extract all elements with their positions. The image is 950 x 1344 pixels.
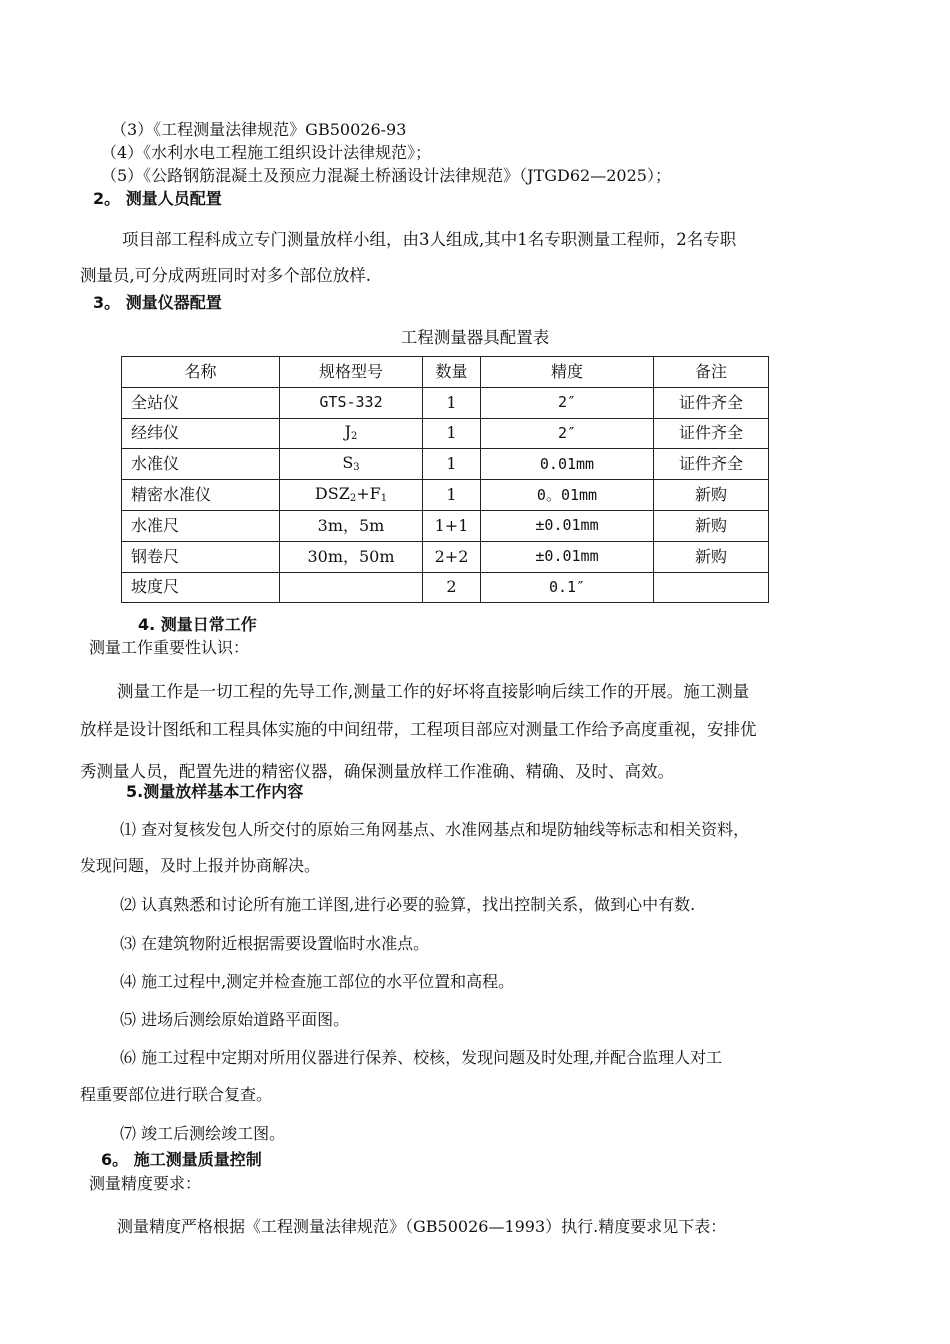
cell-qty: 2+2 [423,541,481,572]
work-item-5: ⑸ 进场后测绘原始道路平面图。 [120,1010,350,1029]
cell-note: 新购 [654,480,769,511]
section-2-paragraph-line-1: 项目部工程科成立专门测量放样小组，由3人组成,其中1名专职测量工程师，2名专职 [122,230,737,249]
cell-precision: ±0.01mm [481,510,654,541]
cell-spec: 30m，50m [280,541,423,572]
cell-spec [280,418,423,449]
spec-subscript: 3 [353,462,360,474]
cell-name: 经纬仪 [122,418,280,449]
cell-note: 证件齐全 [654,387,769,418]
cell-spec [280,449,423,480]
spec-main: +F [356,484,381,504]
work-item-1-line-2: 发现问题，及时上报并协商解决。 [80,856,321,875]
cell-qty: 1 [423,480,481,511]
section-6-paragraph: 测量精度严格根据《工程测量法律规范》（GB50026—1993）执行.精度要求见下表： [117,1217,727,1236]
cell-precision: 2″ [481,418,654,449]
cell-name: 坡度尺 [122,572,280,603]
table-row [122,510,769,541]
cell-note: 证件齐全 [654,418,769,449]
section-4-paragraph-line-3: 秀测量人员，配置先进的精密仪器，确保测量放样工作准确、精确、及时、高效。 [80,762,674,781]
table-row [122,418,769,449]
cell-precision: ±0.01mm [481,541,654,572]
cell-precision: 0.01mm [481,449,654,480]
reference-3: （3）《工程测量法律规范》GB50026-93 [111,120,407,139]
table-title: 工程测量器具配置表 [400,328,550,347]
reference-4: （4）《水利水电工程施工组织设计法律规范》； [101,143,432,162]
cell-precision: 2″ [481,387,654,418]
section-4-subheading: 测量工作重要性认识： [89,638,250,657]
equipment-table [121,356,769,603]
cell-spec [280,480,423,511]
section-6-subheading: 测量精度要求： [89,1174,202,1193]
cell-qty: 1+1 [423,510,481,541]
cell-note: 新购 [654,510,769,541]
work-item-2: ⑵ 认真熟悉和讨论所有施工详图,进行必要的验算，找出控制关系，做到心中有数. [120,895,696,914]
work-item-7: ⑺ 竣工后测绘竣工图。 [120,1124,286,1143]
cell-qty: 1 [423,387,481,418]
section-5-heading: 5.测量放样基本工作内容 [126,782,304,801]
reference-5: （5）《公路钢筋混凝土及预应力混凝土桥涵设计法律规范》（JTGD62—2025）； [101,166,671,185]
spec-main: DSZ [314,484,350,504]
spec-main: J [344,422,352,442]
cell-name: 精密水准仪 [122,480,280,511]
cell-precision: 0.1″ [481,572,654,603]
section-3-heading: 3。 测量仪器配置 [93,293,222,312]
cell-spec: GTS-332 [280,387,423,418]
cell-note: 证件齐全 [654,449,769,480]
cell-qty: 1 [423,418,481,449]
cell-qty: 2 [423,572,481,603]
work-item-6-line-2: 程重要部位进行联合复查。 [80,1085,273,1104]
cell-name: 水准仪 [122,449,280,480]
spec-main: S [342,453,354,473]
header-name: 名称 [122,357,280,388]
table-header-row [122,357,769,388]
cell-precision: 0。01mm [481,480,654,511]
section-6-heading: 6。 施工测量质量控制 [101,1150,262,1169]
work-item-1-line-1: ⑴ 查对复核发包人所交付的原始三角网基点、水准网基点和堤防轴线等标志和相关资料， [120,820,750,839]
work-item-4: ⑷ 施工过程中,测定并检查施工部位的水平位置和高程。 [120,972,515,991]
cell-note [654,572,769,603]
spec-subscript: 2 [349,493,357,505]
table-row [122,480,769,511]
header-qty: 数量 [423,357,481,388]
section-4-paragraph-line-2: 放样是设计图纸和工程具体实施的中间纽带，工程项目部应对测量工作给予高度重视，安排优 [80,720,757,739]
header-note: 备注 [654,357,769,388]
table-row [122,387,769,418]
spec-subscript: 1 [380,493,388,505]
section-4-heading: 4. 测量日常工作 [138,615,257,634]
section-2-paragraph-line-2: 测量员,可分成两班同时对多个部位放样. [80,266,371,285]
cell-name: 全站仪 [122,387,280,418]
cell-name: 钢卷尺 [122,541,280,572]
cell-spec: 3m，5m [280,510,423,541]
spec-subscript: 2 [351,431,358,443]
section-4-paragraph-line-1: 测量工作是一切工程的先导工作,测量工作的好坏将直接影响后续工作的开展。施工测量 [117,682,750,701]
cell-note: 新购 [654,541,769,572]
cell-spec [280,572,423,603]
work-item-3: ⑶ 在建筑物附近根据需要设置临时水准点。 [120,934,430,953]
header-precision: 精度 [481,357,654,388]
table-row [122,572,769,603]
cell-qty: 1 [423,449,481,480]
table-row [122,449,769,480]
work-item-6-line-1: ⑹ 施工过程中定期对所用仪器进行保养、校核，发现问题及时处理,并配合监理人对工 [120,1048,723,1067]
cell-name: 水准尺 [122,510,280,541]
section-2-heading: 2。 测量人员配置 [93,189,222,208]
table-row [122,541,769,572]
header-spec: 规格型号 [280,357,423,388]
